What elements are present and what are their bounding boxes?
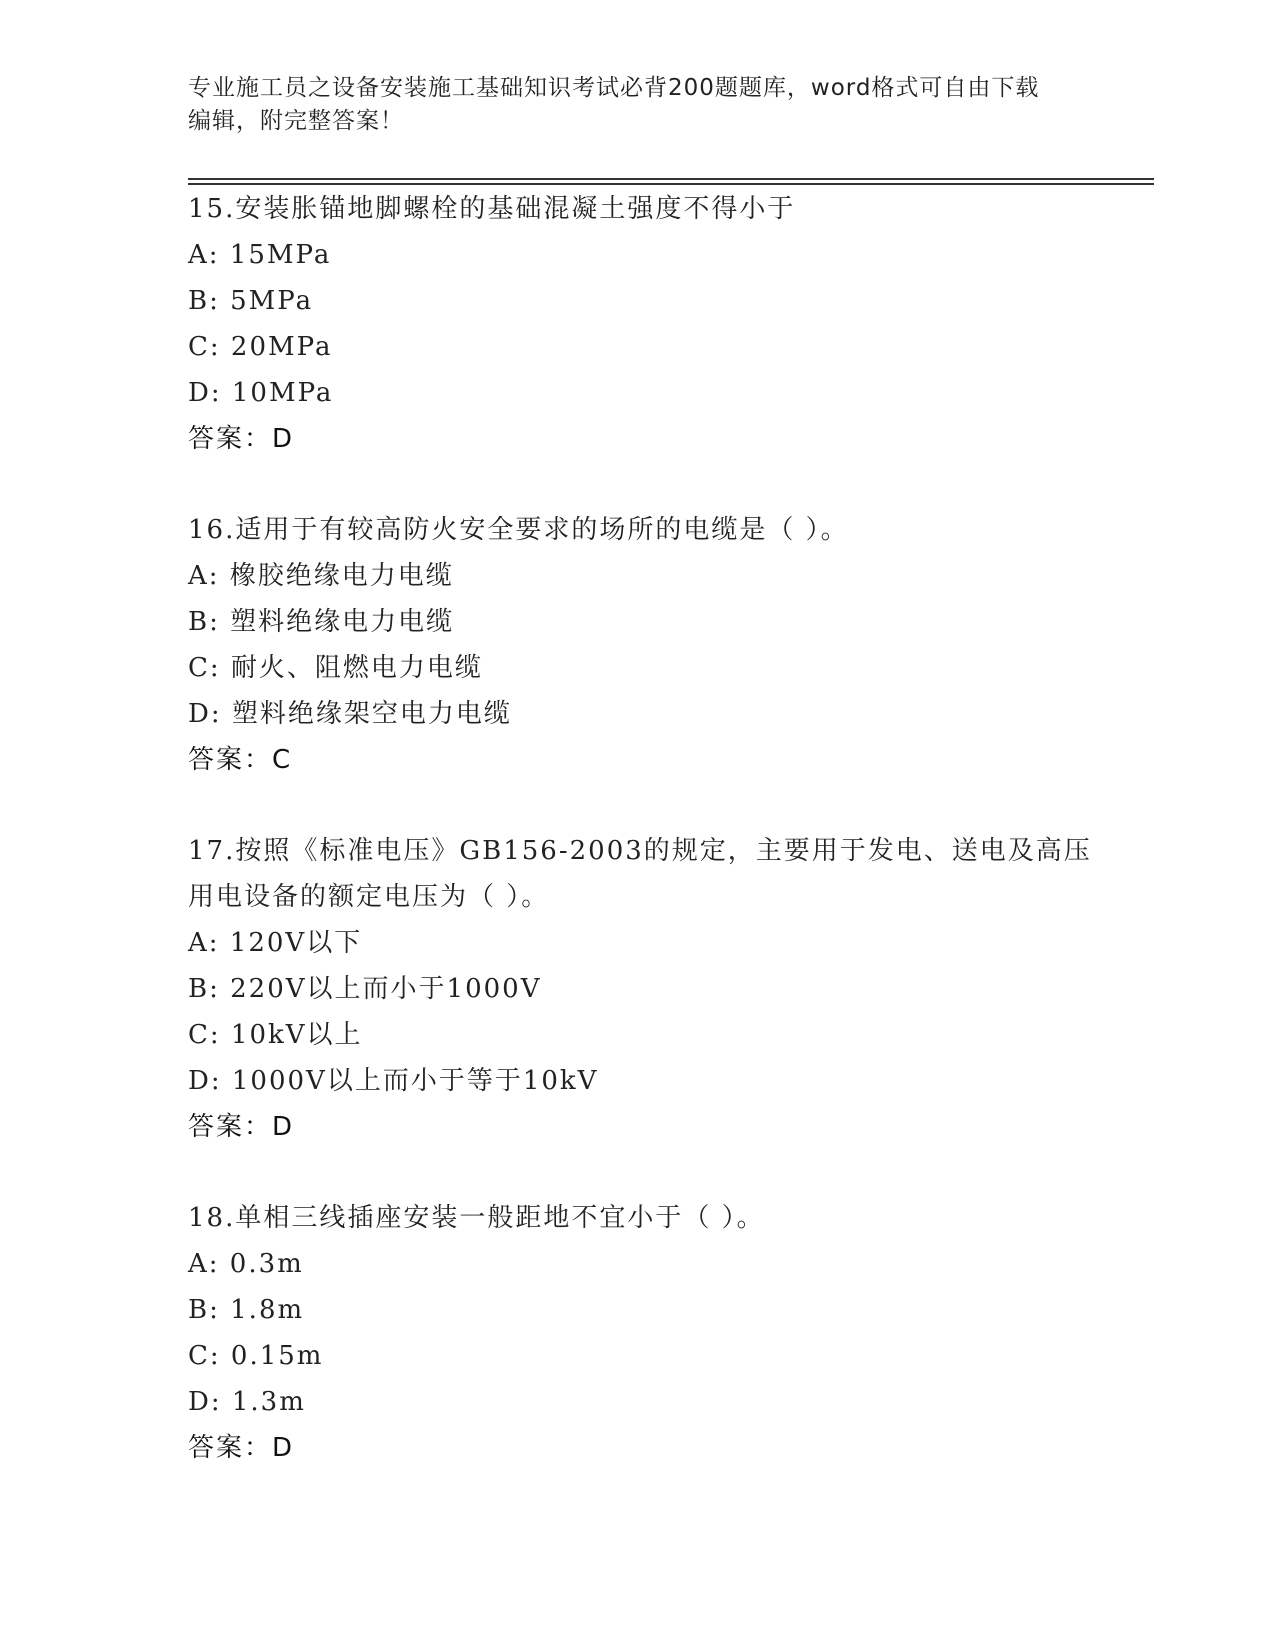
question-title: 16.适用于有较高防火安全要求的场所的电缆是（ ）。 — [188, 515, 849, 545]
option-d: D: 10MPa — [188, 378, 334, 408]
option-a: A: 0.3m — [188, 1249, 304, 1279]
option-a: A: 120V以下 — [188, 928, 363, 958]
option-b: B: 塑料绝缘电力电缆 — [188, 607, 455, 637]
answer: 答案：D — [188, 424, 295, 454]
question-16 — [188, 507, 1088, 783]
option-b: B: 1.8m — [188, 1295, 305, 1325]
question-15 — [188, 186, 1088, 462]
option-d: D: 1.3m — [188, 1387, 306, 1417]
option-c: C: 20MPa — [188, 332, 333, 362]
option-c: C: 耐火、阻燃电力电缆 — [188, 653, 483, 683]
option-d: D: 塑料绝缘架空电力电缆 — [188, 699, 512, 729]
header-line-1: 专业施工员之设备安装施工基础知识考试必背200题题库，word格式可自由下载 — [188, 75, 1040, 101]
question-title: 18.单相三线插座安装一般距地不宜小于（ ）。 — [188, 1203, 765, 1233]
answer: 答案：D — [188, 1112, 295, 1142]
option-b: B: 220V以上而小于1000V — [188, 974, 542, 1004]
option-b: B: 5MPa — [188, 286, 314, 316]
answer: 答案：D — [188, 1433, 295, 1463]
option-c: C: 0.15m — [188, 1341, 324, 1371]
option-c: C: 10kV以上 — [188, 1020, 363, 1050]
option-d: D: 1000V以上而小于等于10kV — [188, 1066, 599, 1096]
question-title-line-2: 用电设备的额定电压为（ ）。 — [188, 882, 550, 912]
option-a: A: 橡胶绝缘电力电缆 — [188, 561, 454, 591]
header-divider-top — [188, 178, 1154, 180]
header-divider-bottom — [188, 183, 1154, 185]
header-line-2: 编辑，附完整答案！ — [188, 108, 404, 134]
document-header — [188, 72, 1088, 138]
question-title: 15.安装胀锚地脚螺栓的基础混凝土强度不得小于 — [188, 194, 796, 224]
question-17 — [188, 828, 1092, 1150]
question-18 — [188, 1195, 1088, 1471]
question-title-line-1: 17.按照《标准电压》GB156-2003的规定，主要用于发电、送电及高压 — [188, 836, 1092, 866]
option-a: A: 15MPa — [188, 240, 332, 270]
answer: 答案：C — [188, 745, 293, 775]
